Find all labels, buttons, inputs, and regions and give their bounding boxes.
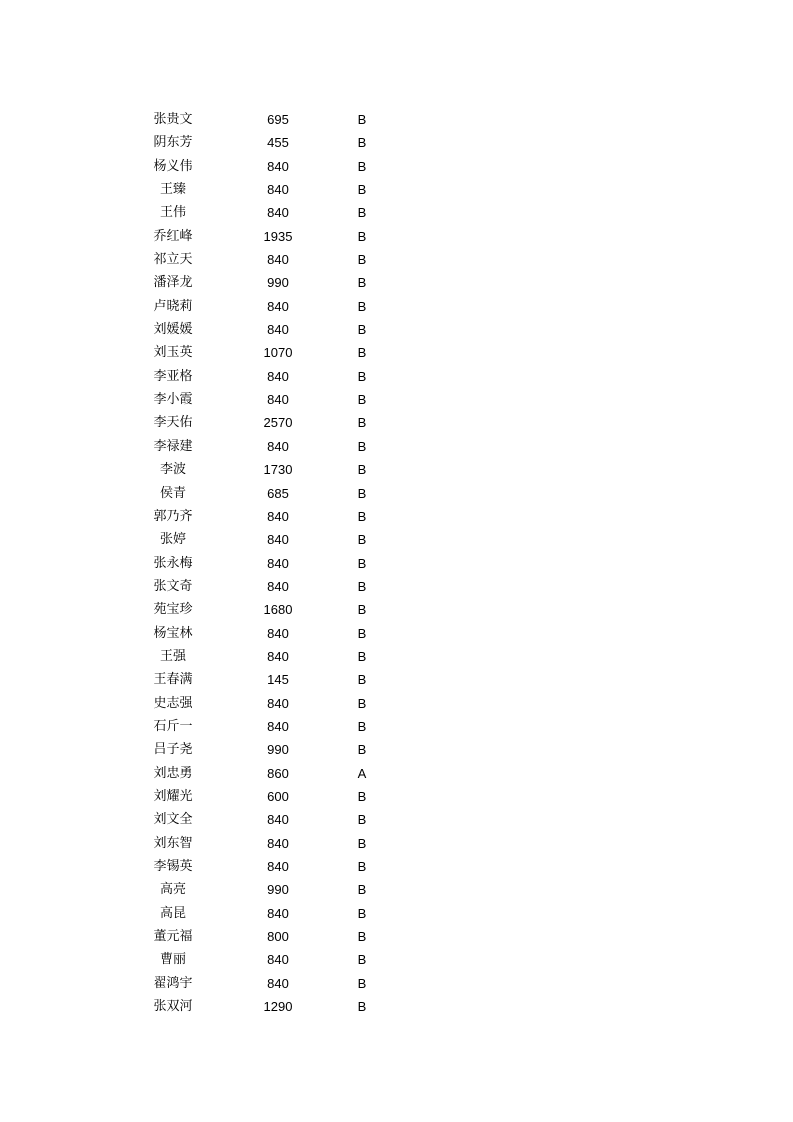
amount-cell: 840 — [267, 905, 289, 921]
table-row — [0, 482, 793, 505]
table-row — [0, 271, 793, 294]
grade-cell: B — [357, 905, 367, 921]
table-row — [0, 552, 793, 575]
amount-cell: 840 — [267, 718, 289, 734]
name-cell: 史志强 — [153, 695, 193, 711]
table-row — [0, 341, 793, 364]
name-cell: 张婷 — [159, 532, 186, 548]
grade-cell: B — [357, 322, 367, 338]
name-cell: 潘泽龙 — [153, 275, 193, 291]
table-row — [0, 715, 793, 738]
name-cell: 刘文全 — [153, 812, 193, 828]
name-cell: 刘忠勇 — [153, 765, 193, 781]
grade-cell: B — [357, 602, 367, 618]
table-row — [0, 435, 793, 458]
name-cell: 刘玉英 — [153, 345, 193, 361]
amount-cell: 840 — [267, 532, 289, 548]
name-cell: 王伟 — [159, 205, 186, 221]
table-row — [0, 155, 793, 178]
table-row — [0, 388, 793, 411]
amount-cell: 600 — [267, 788, 289, 804]
name-cell: 李波 — [159, 462, 186, 478]
amount-cell: 990 — [267, 742, 289, 758]
table-row — [0, 225, 793, 248]
amount-cell: 840 — [267, 625, 289, 641]
amount-cell: 840 — [267, 835, 289, 851]
name-cell: 杨宝林 — [153, 625, 193, 641]
grade-cell: B — [357, 718, 367, 734]
amount-cell: 695 — [267, 112, 289, 127]
amount-cell: 840 — [267, 182, 289, 198]
grade-cell: B — [357, 882, 367, 898]
grade-cell: B — [357, 672, 367, 688]
table-row — [0, 762, 793, 785]
table-row — [0, 411, 793, 434]
grade-cell: B — [357, 929, 367, 945]
amount-cell: 2570 — [263, 415, 293, 431]
amount-cell: 840 — [267, 298, 289, 314]
table-row — [0, 295, 793, 318]
table-row — [0, 645, 793, 668]
table-row — [0, 902, 793, 925]
grade-cell: B — [357, 298, 367, 314]
grade-cell: B — [357, 695, 367, 711]
table-row — [0, 925, 793, 948]
grade-cell: B — [357, 742, 367, 758]
grade-cell: B — [357, 625, 367, 641]
grade-cell: B — [357, 555, 367, 571]
grade-cell: B — [357, 788, 367, 804]
name-cell: 张永梅 — [153, 555, 193, 571]
grade-cell: B — [357, 182, 367, 198]
grade-cell: B — [357, 835, 367, 851]
table-row — [0, 878, 793, 901]
name-cell: 苑宝珍 — [153, 602, 193, 618]
grade-cell: B — [357, 368, 367, 384]
table-row — [0, 808, 793, 831]
table-row — [0, 972, 793, 995]
amount-cell: 860 — [267, 765, 289, 781]
name-cell: 高昆 — [159, 905, 186, 921]
grade-cell: B — [357, 999, 367, 1015]
table-row — [0, 505, 793, 528]
amount-cell: 840 — [267, 252, 289, 268]
amount-cell: 1680 — [263, 602, 293, 618]
table-row — [0, 785, 793, 808]
table-row — [0, 622, 793, 645]
table-row — [0, 528, 793, 551]
table-row — [0, 201, 793, 224]
data-table — [0, 108, 793, 1018]
name-cell: 李天佑 — [153, 415, 193, 431]
amount-cell: 840 — [267, 695, 289, 711]
grade-cell: B — [357, 345, 367, 361]
name-cell: 郭乃齐 — [153, 508, 193, 524]
table-row — [0, 178, 793, 201]
amount-cell: 840 — [267, 322, 289, 338]
name-cell: 刘媛媛 — [153, 322, 193, 338]
amount-cell: 840 — [267, 438, 289, 454]
amount-cell: 990 — [267, 882, 289, 898]
grade-cell: B — [357, 812, 367, 828]
amount-cell: 800 — [267, 929, 289, 945]
name-cell: 王臻 — [159, 182, 186, 198]
amount-cell: 1070 — [263, 345, 293, 361]
amount-cell: 840 — [267, 578, 289, 594]
table-row — [0, 598, 793, 621]
grade-cell: B — [357, 275, 367, 291]
grade-cell: B — [357, 158, 367, 174]
amount-cell: 840 — [267, 952, 289, 968]
grade-cell: B — [357, 252, 367, 268]
table-row — [0, 832, 793, 855]
amount-cell: 840 — [267, 555, 289, 571]
amount-cell: 840 — [267, 975, 289, 991]
grade-cell: B — [357, 438, 367, 454]
name-cell: 王春满 — [153, 672, 193, 688]
grade-cell: B — [357, 859, 367, 874]
name-cell: 刘耀光 — [153, 788, 193, 804]
name-cell: 张双河 — [153, 999, 193, 1015]
amount-cell: 840 — [267, 508, 289, 524]
name-cell: 侯青 — [159, 485, 186, 501]
grade-cell: B — [357, 975, 367, 991]
grade-cell: B — [357, 508, 367, 524]
grade-cell: B — [357, 485, 367, 501]
amount-cell: 990 — [267, 275, 289, 291]
table-row — [0, 855, 793, 878]
name-cell: 李锡英 — [153, 859, 193, 874]
grade-cell: B — [357, 578, 367, 594]
table-row — [0, 458, 793, 481]
name-cell: 石斤一 — [153, 718, 193, 734]
name-cell: 卢晓莉 — [153, 298, 193, 314]
name-cell: 李亚格 — [153, 368, 193, 384]
name-cell: 董元福 — [153, 929, 193, 945]
amount-cell: 840 — [267, 392, 289, 408]
grade-cell: A — [357, 765, 367, 781]
name-cell: 乔红峰 — [153, 228, 193, 244]
table-row — [0, 995, 793, 1018]
grade-cell: B — [357, 135, 367, 151]
name-cell: 刘东智 — [153, 835, 193, 851]
grade-cell: B — [357, 462, 367, 478]
table-row — [0, 668, 793, 691]
grade-cell: B — [357, 112, 367, 127]
grade-cell: B — [357, 392, 367, 408]
table-row — [0, 365, 793, 388]
name-cell: 李禄建 — [153, 438, 193, 454]
amount-cell: 840 — [267, 812, 289, 828]
name-cell: 李小霞 — [153, 392, 193, 408]
amount-cell: 145 — [267, 672, 289, 688]
amount-cell: 1290 — [263, 999, 293, 1015]
name-cell: 祁立天 — [153, 252, 193, 268]
name-cell: 阴东芳 — [153, 135, 193, 151]
amount-cell: 1730 — [263, 462, 293, 478]
grade-cell: B — [357, 648, 367, 664]
name-cell: 吕子尧 — [153, 742, 193, 758]
amount-cell: 685 — [267, 485, 289, 501]
name-cell: 翟鸿宇 — [153, 975, 193, 991]
amount-cell: 455 — [267, 135, 289, 151]
amount-cell: 1935 — [263, 228, 293, 244]
amount-cell: 840 — [267, 205, 289, 221]
name-cell: 王强 — [159, 648, 186, 664]
name-cell: 高亮 — [159, 882, 186, 898]
table-row — [0, 692, 793, 715]
table-row — [0, 318, 793, 341]
amount-cell: 840 — [267, 368, 289, 384]
table-row — [0, 248, 793, 271]
grade-cell: B — [357, 205, 367, 221]
grade-cell: B — [357, 532, 367, 548]
grade-cell: B — [357, 415, 367, 431]
name-cell: 曹丽 — [159, 952, 186, 968]
name-cell: 张文奇 — [153, 578, 193, 594]
table-row — [0, 575, 793, 598]
name-cell: 张贵文 — [153, 112, 193, 127]
table-row — [0, 948, 793, 971]
table-row — [0, 738, 793, 761]
amount-cell: 840 — [267, 648, 289, 664]
table-row — [0, 108, 793, 131]
grade-cell: B — [357, 952, 367, 968]
name-cell: 杨义伟 — [153, 158, 193, 174]
grade-cell: B — [357, 228, 367, 244]
amount-cell: 840 — [267, 859, 289, 874]
amount-cell: 840 — [267, 158, 289, 174]
table-row — [0, 131, 793, 154]
